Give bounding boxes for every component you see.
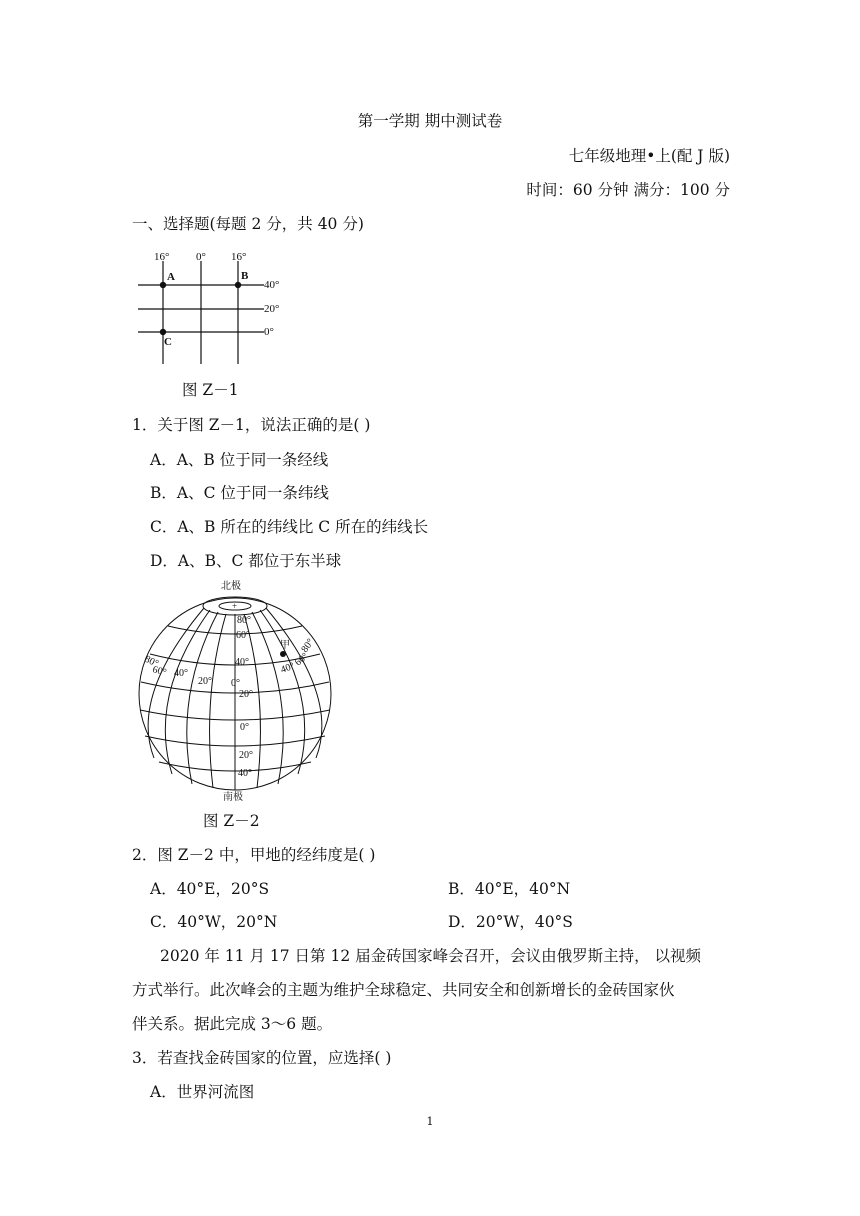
point-b-marker [235,282,241,288]
lon-label: 80° [142,653,161,670]
right-label: 20° [264,303,280,315]
top-label: 16° [231,251,247,263]
south-pole-label: 南极 [223,792,243,802]
page-title: 第一学期 期中测试卷 [357,112,503,130]
grade-subject: 七年级地理•上(配 J 版) [568,147,730,165]
question-2-stem: 2．图 Z－2 中，甲地的经纬度是( ) [132,846,376,864]
passage-line-2: 方式举行。此次峰会的主题为维护全球稳定、共同安全和创新增长的金砖国家伙 [132,981,675,999]
meridian-line [266,608,322,758]
lon-label: 40° [174,668,188,679]
passage-line-3: 伴关系。据此完成 3～6 题。 [132,1015,333,1033]
lat-label: 80° [237,615,251,626]
question-3-stem: 3．若查找金砖国家的位置，应选择( ) [132,1049,392,1067]
question-2-option-a: A．40°E，20°S [150,880,270,898]
point-a-label: A [167,271,175,283]
figure-z1-caption: 图 Z－1 [182,381,239,399]
meridian-line [210,614,226,788]
figure-z2-caption: 图 Z－2 [203,812,260,830]
lon-label: 60° [151,664,168,679]
point-c-marker [160,329,166,335]
meridian-line [187,612,218,784]
question-3-option-a: A．世界河流图 [150,1083,255,1101]
page-number: 1 [426,1115,434,1128]
lon-label: 40° [279,660,297,676]
lon-label: 80° [299,636,317,655]
point-b-label: B [241,270,249,282]
lat-label: 0° [240,722,249,733]
right-label: 40° [264,279,280,291]
question-1-stem: 1．关于图 Z－1，说法正确的是( ) [132,416,371,434]
passage-line-1: 2020 年 11 月 17 日第 12 届金砖国家峰会召开，会议由俄罗斯主持， 以视频 [160,947,702,965]
question-2-option-b: B．40°E，40°N [448,880,571,898]
right-label: 0° [264,326,274,338]
point-a-marker [160,282,166,288]
location-jia-label: 甲 [280,640,290,651]
lat-label: 20° [239,750,253,761]
lon-label: 20° [198,676,212,687]
top-label: 16° [154,251,170,263]
point-c-label: C [164,336,172,348]
lon-label: 0° [231,678,240,689]
question-1-option-d: D．A、B、C 都位于东半球 [150,552,342,570]
location-jia-marker [280,651,286,657]
question-1-option-a: A．A、B 位于同一条经线 [150,451,329,469]
north-pole-label: 北极 [221,581,241,592]
question-2-option-d: D．20°W，40°S [448,913,573,931]
lat-label: 20° [239,689,253,700]
lat-label: 40° [238,768,252,779]
top-label: 0° [196,251,206,263]
lon-label: 60° [292,650,311,669]
figure-z1-grid [128,246,298,370]
question-2-option-c: C．40°W，20°N [150,913,278,931]
question-1-option-b: B．A、C 位于同一条纬线 [150,484,329,502]
question-1-option-c: C．A、B 所在的纬线比 C 所在的纬线长 [150,518,429,536]
time-and-score: 时间：60 分钟 满分：100 分 [526,181,730,199]
meridian-line [148,608,204,758]
lat-label: 40° [235,657,249,668]
meridian-line [252,612,283,784]
figure-z2-globe [130,576,340,802]
lat-label: 60° [236,630,250,641]
north-pole-cross: + [232,601,238,611]
section-heading: 一、选择题(每题 2 分，共 40 分) [132,215,364,233]
